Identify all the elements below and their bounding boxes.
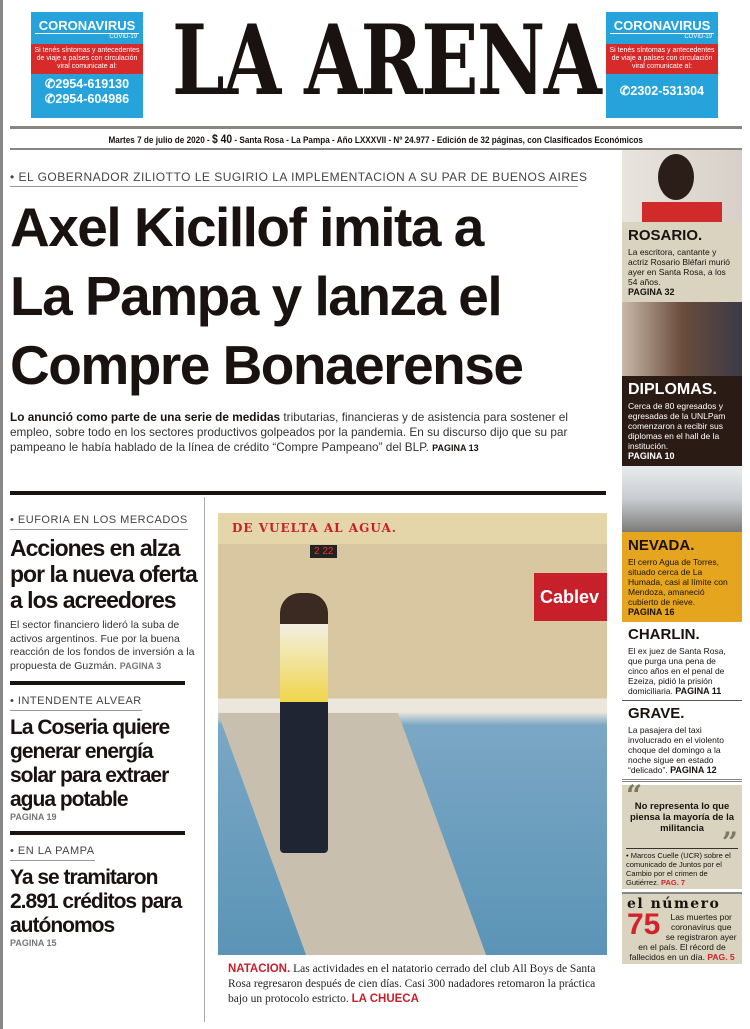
story: • EN LA PAMPA Ya se tramitaron 2.891 créditos para autónomos PAGINA 15: [10, 841, 200, 949]
quote-text: No representa lo que piensa la mayoría de la militancia: [629, 801, 735, 834]
dateline: Martes 7 de julio de 2020 - $ 40 - Santa Rosa - La Pampa - Año LXXXVII - Nº 24.977 - Edición de 32 páginas, con Clasificados Económicos: [108, 132, 644, 146]
divider: [10, 681, 185, 685]
sidebar-item-nevada: NEVADA. El cerro Agua de Torres, situado cerca de La Humada, casi al límite con Mendoza, amaneció cubierto de nieve. PAGINA 16: [622, 532, 742, 622]
covid-title: CORONAVIRUS: [35, 12, 139, 34]
story-headline: Ya se tramitaron 2.891 créditos para autónomos: [10, 866, 182, 937]
story: • INTENDENTE ALVEAR La Coseria quiere generar energía solar para extraer agua potable PAGINA 19: [10, 691, 200, 823]
sidebar-item-grave: GRAVE. La pasajera del taxi involucrado en el violento choque del domingo a la noche sigue en estado “delicado”. PAGINA 12: [622, 701, 742, 782]
lead-headline: Axel Kicillof imita a La Pampa y lanza el Compre Bonaerense: [10, 196, 523, 396]
phone: ✆2954-604986: [44, 92, 130, 106]
phone: ✆2302-531304: [619, 84, 705, 98]
number-box: [622, 892, 742, 964]
left-column: [10, 510, 200, 949]
covid-sub: COVID-19: [109, 34, 137, 40]
diplomas-photo: [622, 302, 742, 376]
sidebar-item-charlin: CHARLIN. El ex juez de Santa Rosa, que purga una pena de cinco años en el penal de Ezeiza, pidió la prisión domiciliaria. PAGINA 11: [622, 622, 742, 701]
story-headline: Acciones en alza por la nueva oferta a los acreedores: [10, 535, 197, 613]
swimming-photo: [218, 513, 607, 955]
story-headline: La Coseria quiere generar energía solar para extraer agua potable: [10, 716, 170, 811]
covid-title: CORONAVIRUS: [610, 12, 714, 34]
photo-banner: DE VUELTA AL AGUA.: [232, 521, 397, 535]
phone-icon: ✆: [44, 92, 56, 106]
lead-kicker: • EL GOBERNADOR ZILIOTTO LE SUGIRIO LA IMPLEMENTACION A SU PAR DE BUENOS AIRES: [10, 170, 578, 187]
lead-story: [10, 168, 610, 456]
open-quote-icon: “: [626, 779, 643, 812]
covid-text: Si tenés síntomas y antecedentes de viaje a países con circulación viral comunicate al:: [606, 44, 718, 74]
phone-icon: ✆: [619, 84, 631, 98]
divider: [10, 126, 742, 129]
sidebar-item-diplomas: DIPLOMAS. Cerca de 80 egresados y egresadas de la UNLPam comenzaron a recibir sus diplomas en el hall de la institución. PAGINA 10: [622, 376, 742, 466]
pool-deck: [218, 713, 486, 955]
divider: [10, 491, 606, 495]
phone: ✆2954-619130: [44, 77, 130, 91]
divider: [10, 831, 185, 835]
sidebar: [622, 150, 742, 964]
swimmer-figure: [280, 593, 328, 853]
covid-text: Si tenés síntomas y antecedentes de viaje a países con circulación viral comunicate al:: [31, 44, 143, 74]
quote-box: [622, 779, 742, 889]
clock: 2 22: [310, 545, 337, 558]
phone-icon: ✆: [44, 77, 56, 91]
covid-sub: COVID-19: [684, 34, 712, 40]
left-border: [0, 0, 3, 1029]
rosario-photo: [622, 150, 742, 222]
quote-attribution: • Marcos Cuelle (UCR) sobre el comunicado de Juntos por el Cambio por el crimen de Gutiérrez. PAG. 7: [626, 848, 738, 887]
sign: Cablev: [534, 573, 607, 621]
lead-body: Lo anunció como parte de una serie de medidas tributarias, financieras y de asistencia para sostener el empleo, sobre todo en los sectores productivos golpeados por la pandemia. En su discurso dijo que su par pampeano le había hablado de la línea de crédito “Compre Pampeano” del BLP. PAGINA 13: [10, 410, 568, 454]
snow-photo: [622, 466, 742, 532]
masthead-logo: LA ARENA: [172, 4, 601, 117]
sidebar-item-rosario: ROSARIO. La escritora, cantante y actriz Rosario Bléfari murió ayer en Santa Rosa, a los 54 años. PAGINA 32: [622, 222, 742, 302]
divider: [204, 497, 205, 1022]
covid-box-left: [31, 12, 143, 118]
covid-box-right: [606, 12, 718, 118]
number-text: Las muertes por coronavirus que se registraron ayer en el país. El récord de fallecidos en un día. PAG. 5: [629, 912, 737, 962]
number-value: 75: [627, 908, 661, 941]
story: • EUFORIA EN LOS MERCADOS Acciones en alza por la nueva oferta a los acreedores El sector financiero lideró la suba de activos argentinos. Fue por la buena reacción de los fondos de inversión a la propuesta de Guzmán. PAGINA 3: [10, 510, 200, 673]
photo-caption: NATACION. Las actividades en el natatorio cerrado del club All Boys de Santa Rosa regresaron después de cien días. Casi 300 nadadores retomaron la práctica bajo un protocolo estricto. LA CHUECA: [228, 963, 596, 1005]
number-title: el número: [627, 896, 721, 912]
close-quote-icon: ”: [721, 826, 738, 859]
